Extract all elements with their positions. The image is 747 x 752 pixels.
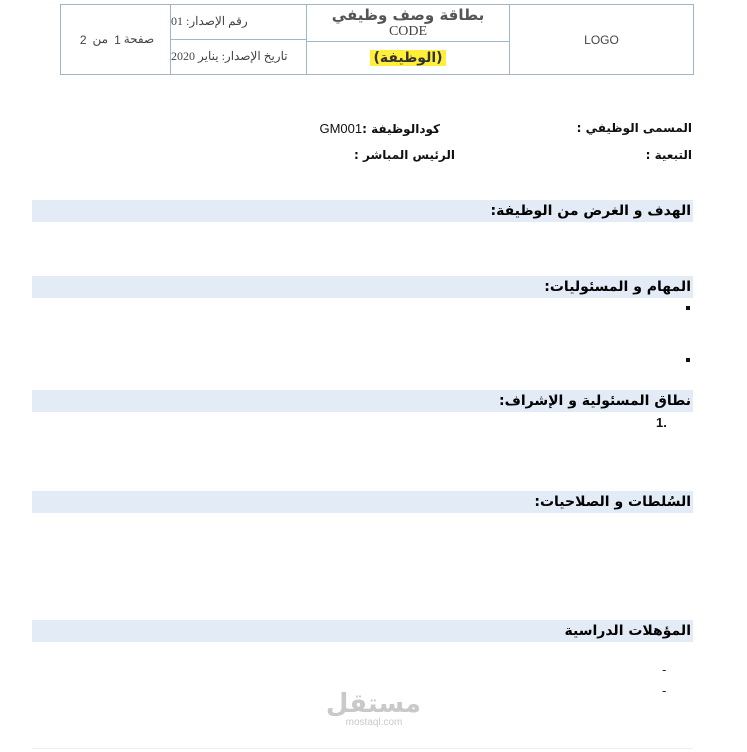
issue-date: تاريخ الإصدار: يناير 2020 — [171, 49, 288, 64]
page-word: صفحة — [123, 32, 155, 46]
section-authorities-bar — [32, 491, 693, 513]
page-current: 1 — [114, 32, 121, 47]
qualification-dash: - — [662, 683, 667, 698]
section-authorities-heading: السُلطات و الصلاحيات: — [534, 494, 691, 510]
section-scope-heading: نطاق المسئولية و الإشراف: — [499, 393, 691, 409]
title-cell — [306, 5, 509, 74]
section-duties-heading: المهام و المسئوليات: — [544, 279, 691, 295]
card-title: بطاقة وصف وظيفي — [331, 5, 485, 24]
section-scope-bar — [32, 390, 693, 412]
issue-number: رقم الإصدار: 01 — [171, 5, 306, 40]
section-qualifications-bar — [32, 620, 693, 642]
section-qualifications-heading: المؤهلات الدراسية — [564, 623, 691, 639]
page-bottom-divider — [32, 748, 693, 749]
section-purpose-bar — [32, 200, 693, 222]
reports-to-label: التبعية : — [645, 148, 692, 162]
scope-item-number: 1. — [656, 415, 667, 430]
issue-cell — [170, 5, 306, 74]
job-code-value: GM001 — [319, 121, 363, 136]
watermark-logo — [327, 690, 421, 728]
qualification-dash: - — [662, 662, 667, 677]
watermark-brand: مستقل — [325, 689, 421, 719]
section-duties-bar — [32, 276, 693, 298]
page-number-cell — [61, 5, 170, 74]
direct-manager-label: الرئيس المباشر : — [354, 148, 455, 162]
bullet-square — [686, 358, 690, 362]
page-of: من — [92, 32, 109, 46]
section-purpose-heading: الهدف و الغرض من الوظيفة: — [490, 203, 691, 219]
job-code-label: كودالوظيفة : — [362, 122, 440, 136]
watermark-url: mostaql.com — [345, 717, 403, 728]
card-code: CODE — [388, 24, 428, 40]
page-total: 2 — [79, 32, 87, 47]
job-title-label: المسمى الوظيفي : — [576, 121, 692, 135]
job-placeholder: (الوظيفة) — [370, 50, 445, 66]
bullet-square — [686, 306, 690, 310]
logo: LOGO — [509, 5, 693, 74]
header-table — [60, 4, 694, 75]
job-code-field — [319, 121, 440, 136]
